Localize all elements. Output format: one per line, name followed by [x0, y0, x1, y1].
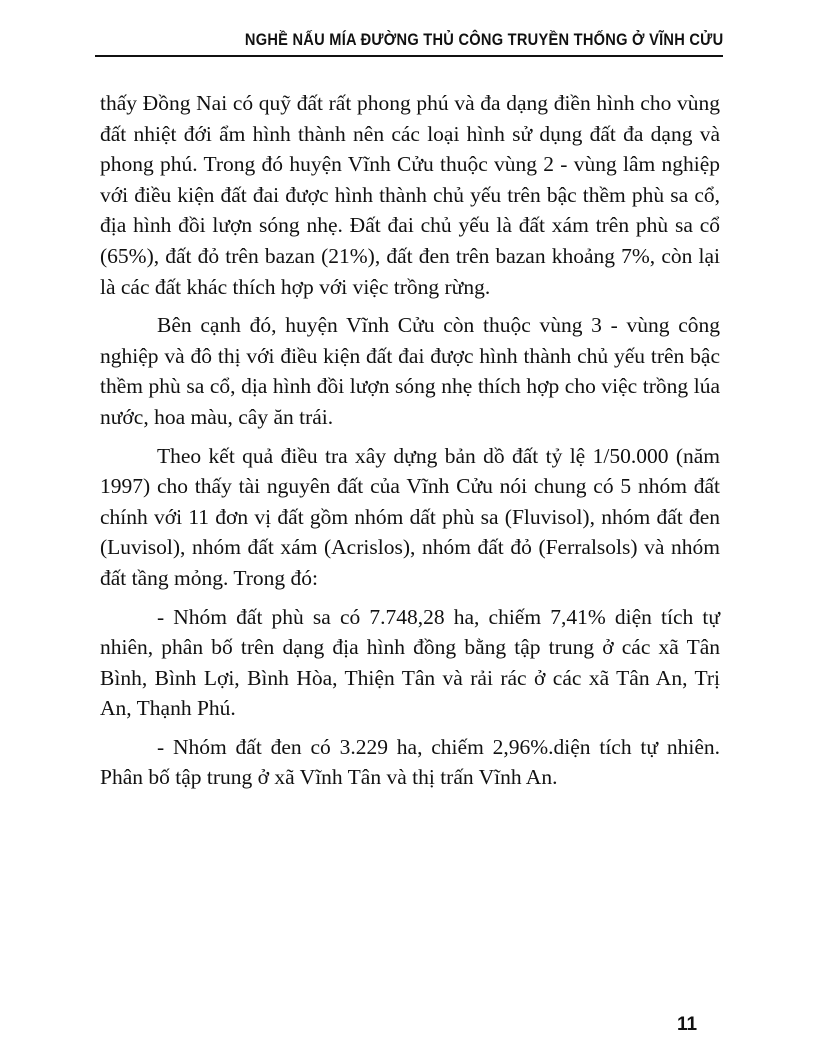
paragraph-continuation: thấy Đồng Nai có quỹ đất rất phong phú và đa dạng điền hình cho vùng đất nhiệt đới ẩm hình thành nên các loại hình sử dụng đất đa dạng và phong phú. Trong đó huyện Vĩnh Cửu thuộc vùng 2 - vùng lâm nghiệp với điều kiện đất đai được hình thành chủ yếu trên bậc thềm phù sa cổ, địa hình đồi lượn sóng nhẹ. Đất đai chủ yếu là đất xám trên phù sa cổ (65%), đất đỏ trên bazan (21%), đất đen trên bazan khoảng 7%, còn lại là các đất khác thích hợp với việc trồng rừng. [100, 91, 720, 299]
page-number: 11 [677, 1014, 698, 1035]
running-header [95, 28, 723, 57]
paragraph-nhom-dat-phu-sa: - Nhóm đất phù sa có 7.748,28 ha, chiếm 7,41% diện tích tự nhiên, phân bố trên dạng địa hình đồng bằng tập trung ở các xã Tân Bình, Bình Lợi, Bình Hòa, Thiện Tân và rải rác ở các xã Tân An, Trị An, Thạnh Phú. [100, 604, 720, 721]
body-text [100, 88, 720, 801]
paragraph-ket-qua-dieu-tra: Theo kết quả điều tra xây dựng bản dồ đất tỷ lệ 1/50.000 (năm 1997) cho thấy tài nguyên đất của Vĩnh Cửu nói chung có 5 nhóm đất chính với 11 đơn vị đất gồm nhóm dất phù sa (Fluvisol), nhóm đất đen (Luvisol), nhóm đất xám (Acrislos), nhóm đất đỏ (Ferralsols) và nhóm đất tầng mỏng. Trong đó: [100, 443, 720, 590]
paragraph-vung-3: Bên cạnh đó, huyện Vĩnh Cửu còn thuộc vùng 3 - vùng công nghiệp và đô thị với điều kiện đất đai được hình thành chủ yếu trên bậc thềm phù sa cổ, dịa hình đồi lượn sóng nhẹ thích hợp cho việc trồng lúa nước, hoa màu, cây ăn trái. [100, 313, 720, 429]
running-title: NGHỀ NẤU MÍA ĐƯỜNG THỦ CÔNG TRUYỀN THỐNG Ở VĨNH CỬU [244, 30, 723, 49]
paragraph-nhom-dat-den: - Nhóm đất đen có 3.229 ha, chiếm 2,96%.diện tích tự nhiên. Phân bố tập trung ở xã Vĩnh Tân và thị trấn Vĩnh An. [100, 734, 720, 790]
